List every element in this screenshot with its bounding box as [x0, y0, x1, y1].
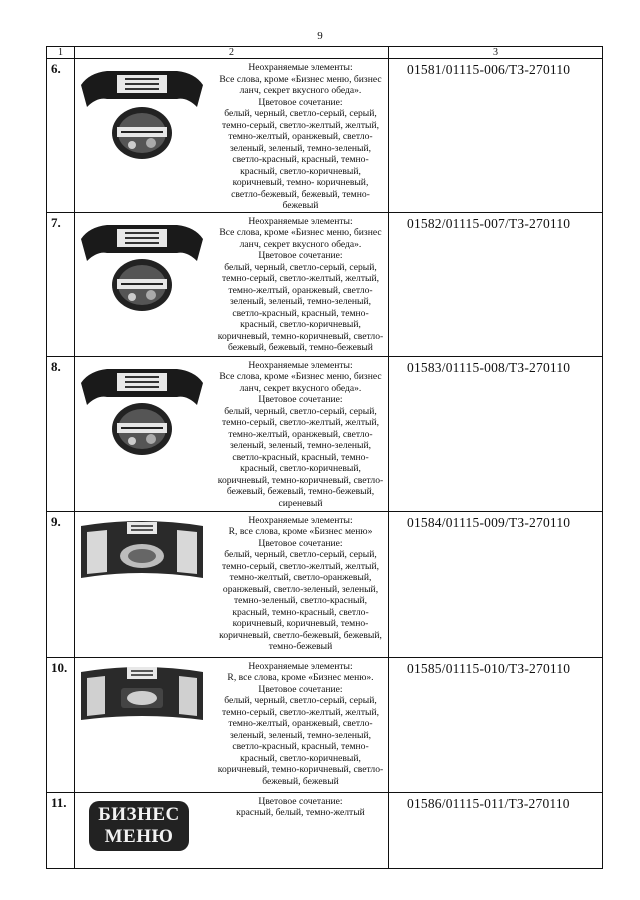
row-code: 01581/01115-006/ТЗ-270110: [389, 59, 603, 213]
unprotected-text: R, все слова, кроме «Бизнес меню»: [228, 526, 373, 537]
row-description: [75, 511, 389, 657]
unprotected-text: Все слова, кроме «Бизнес меню, бизнес ланч, секрет вкусного обеда».: [219, 371, 382, 394]
row-number: 11.: [47, 792, 75, 868]
unprotected-label: Неохраняемые элементы:: [248, 215, 353, 227]
unprotected-text: Все слова, кроме «Бизнес меню, бизнес ланч, секрет вкусного обеда».: [219, 227, 382, 250]
label-image-banner: [77, 217, 215, 317]
row-description: [75, 356, 389, 511]
label-image-banner: [77, 361, 215, 461]
color-label: Цветовое сочетание:: [258, 394, 343, 405]
unprotected-label: Неохраняемые элементы:: [248, 514, 353, 526]
row-description: [75, 59, 389, 213]
label-image-panel: [77, 662, 215, 726]
unprotected-text: Все слова, кроме «Бизнес меню, бизнес ланч, секрет вкусного обеда».: [219, 73, 382, 96]
color-list: белый, черный, светло-серый, серый, темно-серый, светло-желтый, желтый, темно-желтый, оранжевый, светло-зеленый, зеленый, темно-зеленый, светло-красный, красный, темно-красный, светло-коричневый, коричневый, темно-коричневый, светло-бежевый, бежевый: [217, 695, 384, 787]
table-row: [47, 792, 603, 868]
label-image-banner: [77, 63, 215, 163]
row-number: 7.: [47, 212, 75, 356]
table-row: [47, 657, 603, 792]
row-number: 9.: [47, 511, 75, 657]
row-number: 8.: [47, 356, 75, 511]
table-row: [47, 212, 603, 356]
logo-line-1: БИЗНЕС: [98, 803, 180, 825]
logo-line-2: МЕНЮ: [104, 825, 174, 847]
label-image-panel: [77, 516, 215, 586]
color-list: белый, черный, светло-серый, серый, темно-серый, светло-желтый, желтый, темно-желтый, светло-оранжевый, оранжевый, светло-зеленый, зеленый, темно-зеленый, светло-красный, красный, темно-красный, светло-коричневый, коричневый, темно-коричневый, светло-бежевый, бежевый, темно-бежевый: [219, 549, 382, 652]
color-list: белый, черный, светло-серый, серый, темно-серый, светло-желтый, желтый, темно-желтый, оранжевый, светло-зеленый, зеленый, темно-зеленый, светло-красный, красный, темно-красный, светло-коричневый, коричневый, темно-коричневый, светло-бежевый, бежевый, темно-бежевый: [217, 261, 384, 353]
header-row: [47, 47, 603, 59]
row-description: [75, 657, 389, 792]
color-label: Цветовое сочетание:: [258, 795, 343, 807]
unprotected-label: Неохраняемые элементы:: [248, 359, 353, 371]
color-list: красный, белый, темно-желтый: [236, 807, 365, 818]
row-description: [75, 212, 389, 356]
row-number: 10.: [47, 657, 75, 792]
row-code: 01584/01115-009/ТЗ-270110: [389, 511, 603, 657]
unprotected-label: Неохраняемые элементы:: [248, 62, 353, 73]
unprotected-text: R, все слова, кроме «Бизнес меню».: [227, 672, 374, 683]
color-label: Цветовое сочетание:: [258, 250, 343, 261]
table-row: [47, 511, 603, 657]
trademark-table: [46, 46, 603, 869]
color-label: Цветовое сочетание:: [258, 537, 343, 549]
color-list: белый, черный, светло-серый, серый, темно-серый, светло-желтый, желтый, темно-желтый, оранжевый, светло-зеленый, зеленый, темно-зеленый, светло-красный, красный, темно-красный, светло-коричневый, коричневый, темно- коричневый, светло-бежевый, бежевый, темно-бежевый: [221, 108, 379, 211]
row-number: 6.: [47, 59, 75, 213]
row-code: 01586/01115-011/ТЗ-270110: [389, 792, 603, 868]
page-number: 9: [317, 30, 323, 42]
unprotected-label: Неохраняемые элементы:: [248, 660, 353, 672]
table-row: [47, 356, 603, 511]
table-row: [47, 59, 603, 213]
header-col-1: 1: [47, 47, 75, 59]
row-code: 01582/01115-007/ТЗ-270110: [389, 212, 603, 356]
row-code: 01585/01115-010/ТЗ-270110: [389, 657, 603, 792]
color-list: белый, черный, светло-серый, серый, темно-серый, светло-желтый, желтый, темно-желтый, оранжевый, светло-зеленый, зеленый, темно-зеленый, светло-красный, красный, темно-красный, светло-коричневый, коричневый, темно-коричневый, светло-бежевый, бежевый, темно-бежевый, сиреневый: [217, 405, 384, 509]
business-menu-logo: [89, 801, 209, 851]
row-description: [75, 792, 389, 868]
color-label: Цветовое сочетание:: [258, 96, 343, 108]
header-col-3: 3: [389, 47, 603, 59]
row-code: 01583/01115-008/ТЗ-270110: [389, 356, 603, 511]
color-label: Цветовое сочетание:: [258, 683, 343, 695]
header-col-2: 2: [75, 47, 389, 59]
